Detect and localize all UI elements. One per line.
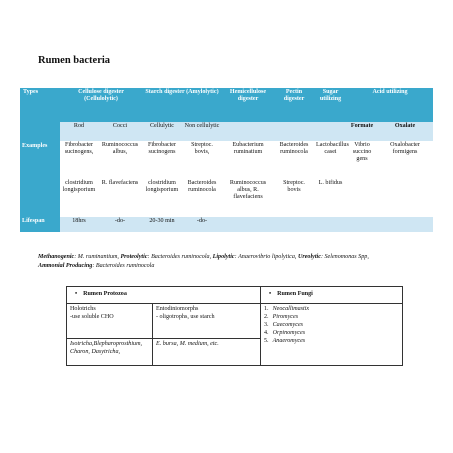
header-starch: Starch digester (Amylolytic): [142, 88, 222, 122]
cell: R. flavefaciens: [101, 180, 139, 186]
ammonial-label: Ammonial Producing: [38, 263, 93, 270]
methanogenic-text: : M. ruminantium,: [74, 254, 121, 260]
entodinio-examples: E. bursa, M. medium, etc.: [153, 339, 261, 366]
cell: [347, 179, 377, 217]
entodinio-label: Entodiniomorphs: [156, 306, 199, 312]
list-item: 3. Caecomyces: [264, 321, 304, 328]
header-hemicellulose: Hemicellulose digester: [222, 88, 274, 122]
fungi-list-cell: [261, 304, 403, 366]
cell: Oxalobacter formigens: [390, 142, 420, 156]
rumen-bacteria-table: [20, 88, 433, 232]
sub-empty: [314, 122, 347, 141]
cell: Eubacterium ruminatium: [232, 142, 264, 156]
cell: [377, 179, 433, 217]
cell: Lactobacillus casei: [316, 142, 349, 156]
lifespan-empty: [314, 217, 347, 232]
cell: Fibrobacter sucinogens: [147, 142, 177, 156]
list-item: 1. Neocallimastix: [264, 306, 310, 312]
cell: Streptoc. bovis: [283, 180, 305, 194]
list-item: 2. Piromyces: [264, 313, 299, 320]
ureolytic-label: Ureolytic: [297, 254, 321, 260]
proteolytic-label: Proteolytic: [120, 254, 148, 260]
list-item: 4. Orpinomyces: [264, 329, 306, 336]
protozoa-header: • Rumen Protozoa: [67, 287, 261, 304]
header-sugar: Sugar utilizing: [314, 88, 347, 122]
lifespan-empty: [274, 217, 314, 232]
page-title: Rumen bacteria: [38, 55, 111, 66]
cell: Bacteroides ruminocola: [279, 142, 309, 156]
header-pectin: Pectin digester: [274, 88, 314, 122]
holotrichs-examples: Isotricha,Blepharoprosthium, Charon, Dasytricha,: [67, 339, 153, 366]
sub-oxalate: Oxalate: [377, 122, 433, 141]
lipolytic-label: Lipolytic: [212, 254, 235, 260]
cell: L. bifidus: [318, 180, 343, 186]
holotrichs-note: -use soluble CHO: [70, 313, 114, 320]
bacteria-footnote: [38, 253, 423, 272]
sub-cocci: Cocci: [98, 122, 142, 141]
lipolytic-text: : Anaerovibrio lipolytica,: [234, 254, 298, 260]
entodinio-note: - oligotrophs, use starch: [156, 313, 215, 320]
header-acid: Acid utilizing: [347, 88, 433, 122]
lifespan-empty: [222, 217, 274, 232]
types-header: Types: [20, 88, 60, 122]
lifespan-empty: [347, 217, 377, 232]
sub-non-cellulytic: Non cellulytic: [182, 122, 222, 141]
entodinio-cell: [153, 304, 261, 339]
cell: clostridium longisporium: [62, 180, 96, 194]
sub-empty: [274, 122, 314, 141]
sub-empty: [222, 122, 274, 141]
fungi-list: [264, 306, 399, 346]
cell: clostridium longisporium: [145, 180, 179, 194]
methanogenic-label: Methanogenic: [38, 254, 75, 260]
lifespan-label: Lifespan: [20, 217, 60, 232]
cell: Streptoc. bovis,: [191, 142, 213, 156]
cell: Ruminococcus albus, R. flavefaciens: [229, 180, 267, 201]
list-item: 5. Anaeromyces: [264, 337, 306, 344]
lifespan-empty: [377, 217, 433, 232]
cell: Ruminococcus albus,: [101, 142, 139, 156]
sub-rod: Rod: [60, 122, 98, 141]
organisms-table: [66, 286, 403, 366]
header-cellulose: Cellulose digester (Cellulolytic): [60, 88, 142, 122]
holotrichs-label: Holotrichs: [70, 306, 96, 312]
examples-label: Examples: [20, 122, 60, 217]
cell: Bacteroides ruminocola: [187, 180, 217, 194]
lifespan-value: -do-: [182, 217, 222, 232]
lifespan-value: 18hrs: [60, 217, 98, 232]
sub-cellulytic: Cellulytic: [142, 122, 182, 141]
holotrichs-cell: [67, 304, 153, 339]
lifespan-value: 20-30 min: [142, 217, 182, 232]
proteolytic-text: : Bacteroides ruminocola,: [147, 254, 213, 260]
cell: Vibrio succino gens: [352, 142, 372, 163]
ammonial-text: : Bacteroides ruminocola: [92, 263, 155, 270]
cell: Fibrobacter sucinogens,: [64, 142, 94, 156]
ureolytic-text: : Selenomonas Spp,: [320, 254, 369, 260]
fungi-header: • Rumen Fungi: [261, 287, 403, 304]
lifespan-value: -do-: [98, 217, 142, 232]
sub-formate: Formate: [347, 122, 377, 141]
